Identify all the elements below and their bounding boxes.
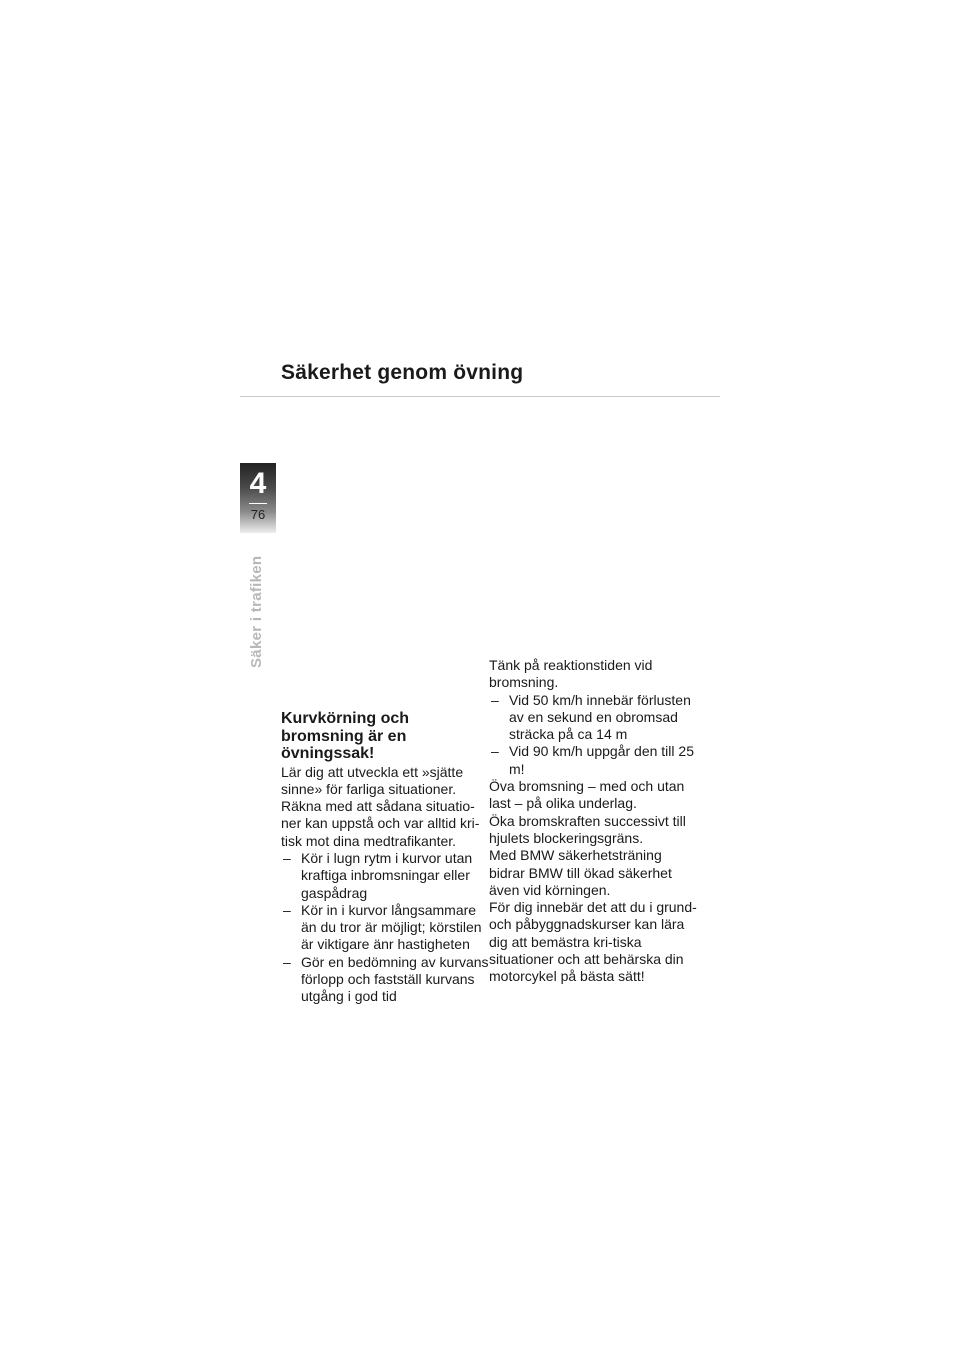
list-item: – Kör i lugn rytm i kurvor utan kraftiga inbromsningar eller gaspådrag	[281, 850, 491, 902]
title-divider	[240, 396, 720, 397]
chapter-tab	[240, 463, 276, 533]
chapter-number: 4	[249, 467, 267, 500]
intro-paragraph: Tänk på reaktionstiden vid bromsning.	[489, 657, 653, 691]
list-item: – Kör in i kurvor långsammare än du tror är möjligt; körstilen är viktigare änr hastigheten	[281, 902, 491, 954]
list-item: – Gör en bedömning av kurvans förlopp och fastställ kurvans utgång i god tid	[281, 954, 491, 1006]
page-title: Säkerhet genom övning	[281, 361, 524, 384]
intro-paragraph: Lär dig att utveckla ett »sjätte sinne» för farliga situationer. Räkna med att sådana situatio-ner kan uppstå och var alltid kri-tisk mot dina medtrafikanter.	[281, 763, 480, 849]
section-heading: Kurvkörning och bromsning är en övningssak!	[281, 710, 410, 762]
paragraph: Öka bromskraften successivt till hjulets blockeringsgräns.	[489, 812, 686, 846]
chapter-side-label: Säker i trafiken	[248, 555, 265, 668]
page-number: 76	[250, 507, 266, 522]
chapter-tab-divider	[249, 503, 267, 504]
list-item: – Vid 50 km/h innebär förlusten av en sekund en obromsad sträcka på ca 14 m	[489, 692, 699, 744]
list-item: – Vid 90 km/h uppgår den till 25 m!	[489, 743, 699, 778]
right-text-column	[489, 657, 699, 986]
paragraph: För dig innebär det att du i grund- och påbyggnadskurser kan lära dig att bemästra kri-tiska situationer och att behärska din motorcykel på bästa sätt!	[489, 899, 697, 985]
left-text-column	[281, 710, 491, 1006]
paragraph: Öva bromsning – med och utan last – på olika underlag.	[489, 778, 685, 812]
paragraph: Med BMW säkerhetsträning bidrar BMW till ökad säkerhet även vid körningen.	[489, 847, 672, 898]
